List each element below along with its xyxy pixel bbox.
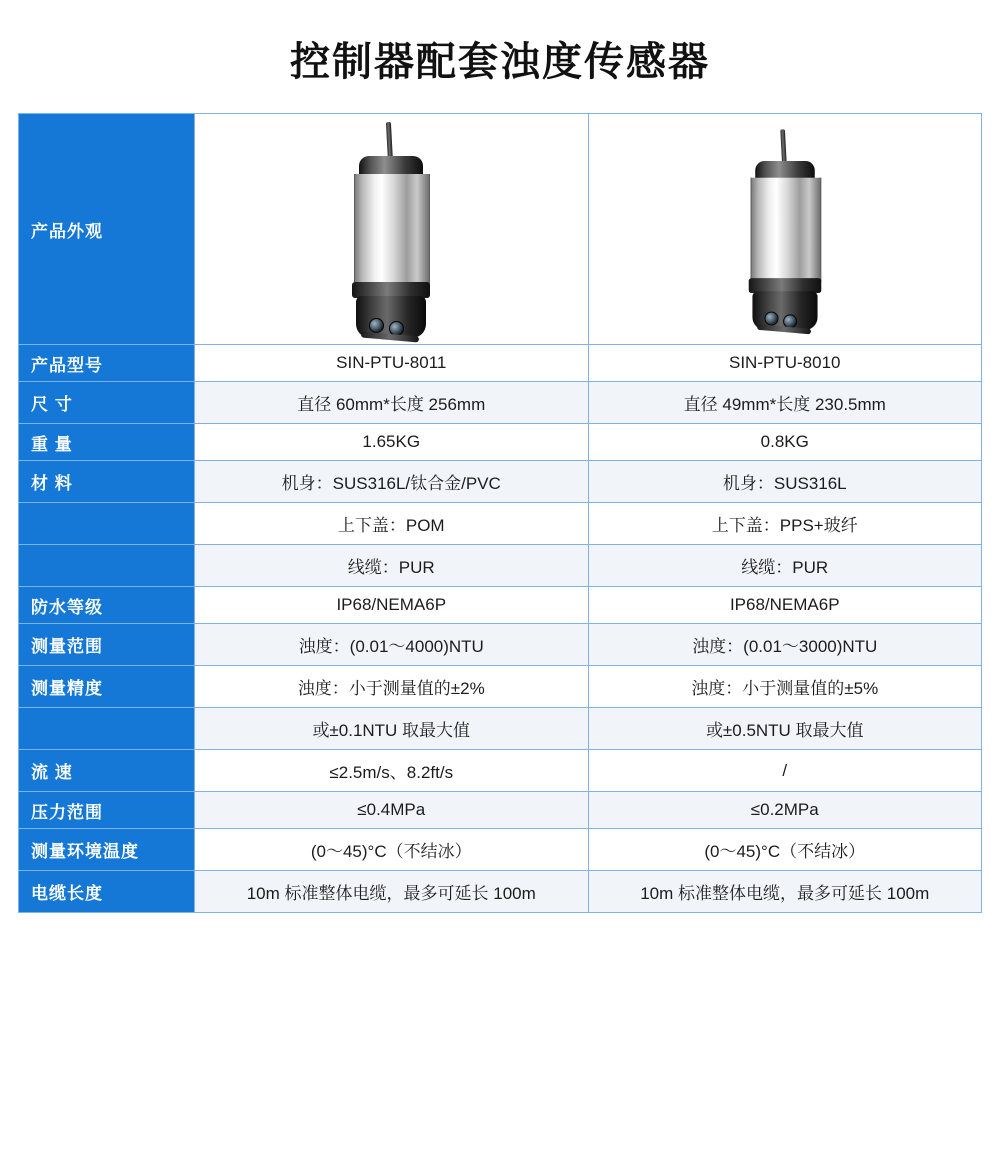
row-label-model: 产品型号 [19, 345, 195, 382]
cell-flow-rate-col1: ≤2.5m/s、8.2ft/s [195, 750, 589, 792]
table-row [19, 829, 982, 871]
cell-dimension-col1: 直径 60mm*长度 256mm [195, 382, 589, 424]
table-row [19, 545, 982, 587]
cell-material-cable-col2: 线缆：PUR [588, 545, 982, 587]
cell-accuracy-alt-col1: 或±0.1NTU 取最大值 [195, 708, 589, 750]
table-row [19, 624, 982, 666]
row-label-cable-length: 电缆长度 [19, 871, 195, 913]
spec-table-container [0, 113, 1000, 913]
cell-temperature-col1: (0～45)°C（不结冰） [195, 829, 589, 871]
turbidity-sensor-icon [291, 122, 491, 332]
table-row [19, 871, 982, 913]
cell-cable-length-col2: 10m 标准整体电缆，最多可延长 100m [588, 871, 982, 913]
table-row [19, 792, 982, 829]
cell-waterproof-col2: IP68/NEMA6P [588, 587, 982, 624]
cell-accuracy-col2: 浊度：小于测量值的±5% [588, 666, 982, 708]
body-tube-part [750, 177, 821, 281]
row-label-material-cont2 [19, 545, 195, 587]
cell-cable-length-col1: 10m 标准整体电缆，最多可延长 100m [195, 871, 589, 913]
table-row [19, 708, 982, 750]
cell-pressure-col1: ≤0.4MPa [195, 792, 589, 829]
cell-weight-col1: 1.65KG [195, 424, 589, 461]
cell-material-cable-col1: 线缆：PUR [195, 545, 589, 587]
cell-accuracy-alt-col2: 或±0.5NTU 取最大值 [588, 708, 982, 750]
row-label-flow-rate: 流 速 [19, 750, 195, 792]
table-row [19, 114, 982, 345]
cell-accuracy-col1: 浊度：小于测量值的±2% [195, 666, 589, 708]
cell-material-col1: 机身：SUS316L/钛合金/PVC [195, 461, 589, 503]
page-title: 控制器配套浊度传感器 [290, 40, 710, 84]
table-row [19, 503, 982, 545]
table-row [19, 424, 982, 461]
cell-material-col2: 机身：SUS316L [588, 461, 982, 503]
table-row [19, 587, 982, 624]
cell-temperature-col2: (0～45)°C（不结冰） [588, 829, 982, 871]
table-row [19, 666, 982, 708]
cell-material-cap-col1: 上下盖：POM [195, 503, 589, 545]
row-label-pressure: 压力范围 [19, 792, 195, 829]
cell-material-cap-col2: 上下盖：PPS+玻纤 [588, 503, 982, 545]
cell-flow-rate-col2: / [588, 750, 982, 792]
table-row [19, 382, 982, 424]
optical-lens-icon [369, 318, 384, 333]
table-row [19, 461, 982, 503]
spec-table [18, 113, 982, 913]
product-image-cell-left [195, 114, 589, 345]
body-tube-part [354, 174, 430, 286]
cell-weight-col2: 0.8KG [588, 424, 982, 461]
optical-lens-icon [764, 311, 778, 325]
cell-pressure-col2: ≤0.2MPa [588, 792, 982, 829]
cell-waterproof-col1: IP68/NEMA6P [195, 587, 589, 624]
row-label-waterproof: 防水等级 [19, 587, 195, 624]
row-label-material: 材 料 [19, 461, 195, 503]
cell-range-col2: 浊度：(0.01～3000)NTU [588, 624, 982, 666]
row-label-dimension: 尺 寸 [19, 382, 195, 424]
table-row [19, 750, 982, 792]
row-label-range: 测量范围 [19, 624, 195, 666]
product-image-cell-right [588, 114, 982, 345]
row-label-appearance: 产品外观 [19, 114, 195, 345]
row-label-accuracy: 测量精度 [19, 666, 195, 708]
row-label-temperature: 测量环境温度 [19, 829, 195, 871]
cell-model-col2: SIN-PTU-8010 [588, 345, 982, 382]
row-label-material-cont1 [19, 503, 195, 545]
row-label-accuracy-cont [19, 708, 195, 750]
cell-model-col1: SIN-PTU-8011 [195, 345, 589, 382]
row-label-weight: 重 量 [19, 424, 195, 461]
cell-range-col1: 浊度：(0.01～4000)NTU [195, 624, 589, 666]
cell-dimension-col2: 直径 49mm*长度 230.5mm [588, 382, 982, 424]
turbidity-sensor-icon [692, 129, 878, 324]
table-row [19, 345, 982, 382]
